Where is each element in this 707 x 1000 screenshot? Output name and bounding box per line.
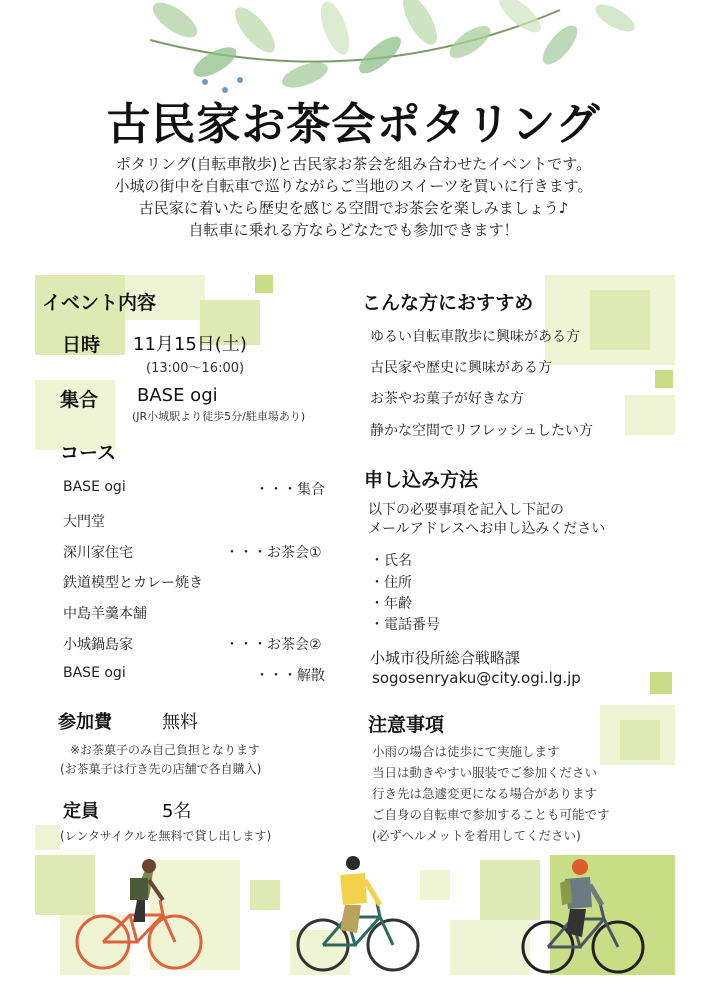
course-stop: BASE ogi: [63, 665, 126, 681]
apply-email[interactable]: sogosenryaku@city.ogi.lg.jp: [372, 669, 581, 687]
apply-item: ・年齢: [370, 596, 412, 612]
capacity-value: 5名: [162, 801, 192, 822]
intro-text: [0, 153, 707, 241]
deco-square: [650, 672, 672, 694]
notes-item: 行き先は急遽変更になる場合があります: [372, 786, 598, 801]
capacity-note: (レンタサイクルを無料で貸し出します): [60, 829, 272, 843]
apply-desc: メールアドレスへお申し込みください: [368, 521, 606, 537]
recommend-heading: こんな方におすすめ: [362, 292, 534, 314]
course-stop-note: ・・・集合: [255, 482, 325, 498]
recommend-item: 静かな空間でリフレッシュしたい方: [370, 423, 594, 439]
capacity-label: 定員: [63, 801, 99, 822]
meet-note: (JR小城駅より徒歩5分/駐車場あり): [132, 410, 306, 423]
deco-square: [625, 395, 675, 435]
cyclist-illustration: [520, 855, 650, 975]
recommend-item: お茶やお菓子が好きな方: [370, 391, 524, 407]
meet-label: 集合: [60, 389, 99, 411]
fee-label: 参加費: [58, 712, 112, 733]
date-label: 日時: [62, 334, 101, 356]
fee-value: 無料: [162, 712, 198, 733]
fee-note: (お茶菓子は行き先の店舗で各自購入): [60, 762, 262, 776]
course-stop-note: ・・・お茶会①: [225, 545, 322, 561]
course-stop: BASE ogi: [63, 479, 126, 495]
deco-square: [655, 370, 673, 388]
course-stop: 鉄道模型とカレー焼き: [63, 575, 203, 591]
intro-line: 古民家に着いたら歴史を感じる空間でお茶会を楽しみましょう♪: [138, 199, 569, 217]
notes-item: 当日は動きやすい服装でご参加ください: [372, 765, 598, 780]
intro-line: 自転車に乗れる方ならどなたでも参加できます！: [188, 221, 519, 239]
course-stop: 大門堂: [63, 514, 105, 530]
deco-square: [250, 880, 280, 910]
course-stop-note: ・・・解散: [255, 668, 325, 684]
notes-heading: 注意事項: [368, 714, 445, 736]
notes-item: 小雨の場合は徒歩にて実施します: [372, 744, 560, 759]
deco-square: [35, 825, 60, 850]
apply-org: 小城市役所総合戦略課: [370, 649, 521, 667]
deco-square: [255, 275, 273, 293]
leaf-garland-illustration: [0, 0, 707, 100]
apply-heading: 申し込み方法: [364, 469, 479, 491]
cyclist-illustration: [75, 860, 205, 975]
date-time: (13:00〜16:00): [146, 361, 245, 376]
notes-item: ご自身の自転車で参加することも可能です: [372, 807, 610, 822]
course-stop: 深川家住宅: [63, 545, 133, 561]
course-stop-note: ・・・お茶会②: [225, 637, 322, 653]
meet-value: BASE ogi: [137, 385, 218, 406]
apply-item: ・住所: [370, 575, 412, 591]
page-title: 古民家お茶会ポタリング: [106, 99, 601, 150]
event-heading: イベント内容: [42, 292, 157, 314]
fee-note: ※お茶菓子のみ自己負担となります: [70, 743, 261, 757]
apply-item: ・電話番号: [370, 617, 440, 633]
deco-square: [620, 720, 660, 760]
deco-square: [590, 290, 650, 350]
apply-item: ・氏名: [370, 553, 412, 569]
intro-line: ポタリング(自転車散歩)と古民家お茶会を組み合わせたイベントです。: [115, 155, 592, 173]
recommend-item: 古民家や歴史に興味がある方: [370, 360, 552, 376]
apply-desc: 以下の必要事項を記入し下記の: [368, 502, 564, 518]
notes-item: (必ずヘルメットを着用してください): [372, 828, 581, 843]
deco-square: [450, 920, 530, 975]
recommend-item: ゆるい自転車散歩に興味がある方: [370, 329, 580, 345]
intro-line: 小城の街中を自転車で巡りながらご当地のスイーツを買いに行きます。: [114, 177, 593, 195]
course-stop: 中島羊羹本舗: [63, 606, 147, 622]
course-heading: コース: [60, 442, 117, 464]
cyclist-illustration: [295, 855, 425, 975]
course-stop: 小城鍋島家: [63, 637, 133, 653]
date-value: 11月15日(土): [133, 334, 247, 355]
